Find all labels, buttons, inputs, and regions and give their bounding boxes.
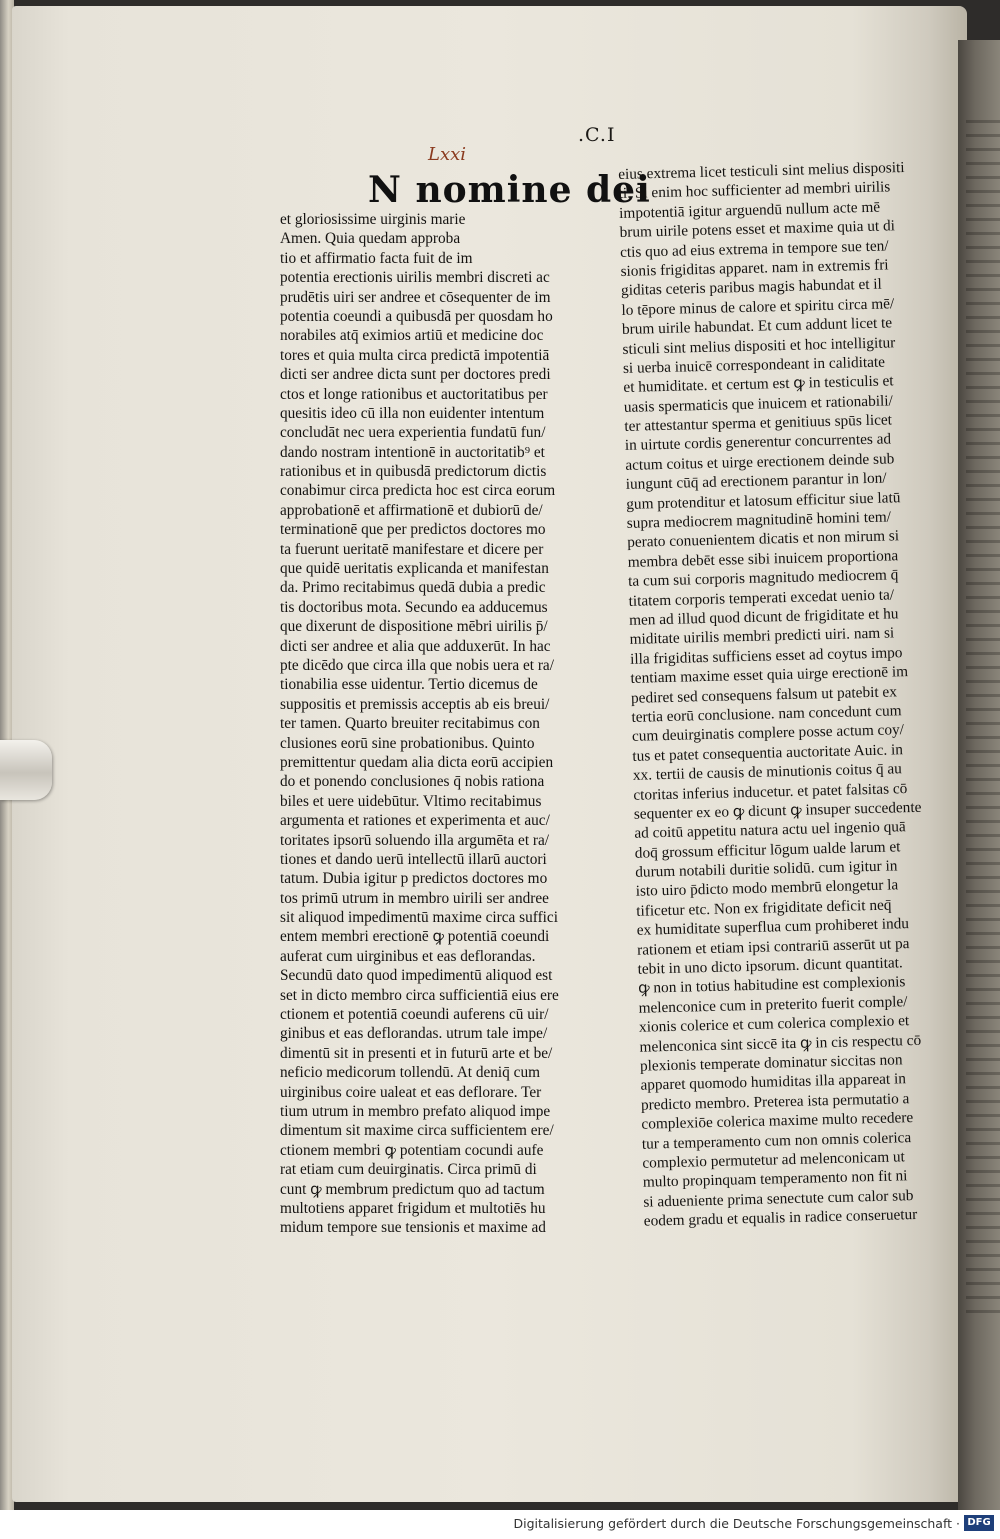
- text-line: et gloriosissime uirginis marie: [280, 211, 466, 228]
- text-line: ctos et longe rationibus et auctoritatibus per: [280, 385, 548, 403]
- text-line: suppositis et premissis acceptis ab eis breui/: [280, 695, 550, 713]
- text-line: ad coitū appetitu natura actu uel ingenio quā: [634, 818, 906, 843]
- text-line: giditas ceteris paribus magis habundat et il: [620, 275, 883, 300]
- text-line: iungunt cūq̄ ad erectionem parantur in lon/: [625, 469, 887, 494]
- text-line: dicti ser andree et alia que adduxerūt. In hac: [280, 637, 551, 655]
- text-line: supra mediocrem magnitudinē homini tem/: [626, 508, 892, 532]
- text-line: tatum. Dubia igitur p predictos doctores mo: [280, 870, 548, 888]
- text-line: biles et uere uidebūtur. Vltimo recitabimus: [280, 792, 542, 810]
- text-line: xx. tertii de causis de minutionis coitus q̄ au: [632, 760, 902, 784]
- text-line: tificetur etc. Non ex frigiditate deficit neq̄: [636, 896, 892, 920]
- folio-number: .C.I: [578, 124, 616, 146]
- text-line: cunt ꝙ membrum predictum quo ad tactum: [280, 1180, 545, 1198]
- text-line: eius extrema licet testiculi sint melius dispositi: [618, 159, 905, 183]
- text-line: set in dicto membro circa sufficientiā eius ere: [280, 986, 559, 1004]
- text-line: brum uirile habundat. Et cum addunt licet te: [621, 314, 893, 339]
- text-line: actum coitus et uirge erectionem deinde sub: [625, 450, 895, 474]
- text-line: eodem gradu et equalis in radice conseruetur: [643, 1206, 918, 1230]
- footer-bar: [0, 1510, 1000, 1539]
- text-line: impotentiā igitur arguendū nullum acte mē: [618, 198, 881, 222]
- text-line: multo propinquam temperamento non fit ni: [642, 1167, 908, 1192]
- heading-block: [368, 169, 651, 211]
- text-line: rat etiam cum deuirginatis. Circa primū di: [280, 1161, 537, 1179]
- text-line: entem membri erectionē ꝙ potentiā coeundi: [280, 928, 550, 946]
- text-line: ta fuerunt ueritatē manifestare et dicere per: [280, 540, 544, 558]
- text-line: titatem corporis temperati excedat uenio ta/: [628, 585, 895, 610]
- text-line: tiones et dando uerū intellectū illarū auctori: [280, 850, 547, 868]
- text-line: tentiam maxime esset quia uirge erectionē im: [630, 663, 909, 688]
- text-line: gum protenditur et latosum efficitur siue latū: [626, 488, 901, 513]
- text-line: apparet quomodo humiditas illa appareat in: [640, 1070, 907, 1095]
- page-clip: [0, 740, 52, 800]
- text-line: in uirtute cordis generentur concurrentes ad: [624, 430, 892, 455]
- text-line: tertia eorū conclusione. nam concedunt cum: [631, 702, 902, 726]
- text-line: ctionem membri ꝙ potentiam cocundi aufe: [280, 1141, 544, 1159]
- text-line: doq̄ grossum efficitur lōgum ualde larum et: [634, 837, 901, 862]
- text-line: ex humiditate superflua cum prohiberet indu: [636, 915, 910, 940]
- text-line: xionis colerice et cum colerica complexio et: [638, 1012, 910, 1036]
- text-line: illa frigiditas sufficiens esset ad coytus impo: [629, 643, 903, 668]
- text-line: neficio medicorum tollendū. At deniq̄ cum: [280, 1064, 540, 1082]
- text-line: tium utrum in membro prefato aliquod impe: [280, 1102, 551, 1120]
- text-line: quesitis ideo cū illa non euidenter intentum: [280, 404, 545, 422]
- text-line: ginibus et eas deflorandas. utrum tale impe/: [280, 1025, 548, 1043]
- text-line: toritates ipsorū soluendo illa argumēta et ra/: [280, 831, 550, 849]
- left-text-column: [280, 210, 559, 1238]
- text-line: cum deuirginatis complere posse actum coy/: [631, 721, 905, 746]
- text-line: ctis quo ad eius extrema in tempore sue ten/: [619, 236, 889, 261]
- heading-text: N nomine dei: [368, 169, 651, 211]
- text-line: argumenta et rationes et experimenta et auc/: [280, 812, 550, 830]
- text-line: que dixerunt de dispositione mēbri uirilis p̄/: [280, 618, 548, 636]
- text-line: melenconica sint siccē ita ꝙ in cis respectu cō: [639, 1031, 922, 1056]
- text-line: tio et affirmatio facta fuit de im: [280, 249, 473, 267]
- text-line: ctoritas inferius inducetur. et patet falsitas cō: [633, 779, 908, 804]
- text-line: ter attestantur sperma et genitiuus spūs licet: [624, 411, 893, 435]
- text-line: miditate uirilis membri predicti uiri. nam si: [629, 624, 895, 649]
- text-line: conabimur circa predicta hoc est circa eorum: [280, 482, 556, 500]
- text-line: dicti ser andree dicta sunt per doctores predi: [280, 366, 551, 384]
- text-line: midum tempore sue tensionis et maxime ad: [280, 1219, 546, 1237]
- text-line: do et ponendo conclusiones q̄ nobis rationa: [280, 773, 545, 791]
- text-line: dimentum sit maxime circa sufficientem ere/: [280, 1122, 554, 1140]
- text-line: ta cum sui corporis magnitudo mediocrem q̄: [627, 566, 899, 591]
- text-line: tebit in uno dicto ipsorum. dicunt quantitat.: [637, 954, 903, 978]
- text-line: concludāt nec uera experientia fundatū fun/: [280, 424, 546, 442]
- text-line: tionabilia esse uidentur. Tertio dicemus de: [280, 676, 538, 694]
- text-line: tus et patet consequentia auctoritate Auic. in: [632, 740, 904, 765]
- text-line: sionis frigiditas apparet. nam in extremis fri: [620, 256, 889, 280]
- text-line: predicto membro. Preterea ista permutatio a: [640, 1089, 910, 1114]
- text-line: pte dicēdo que circa illa que nobis uera et ra/: [280, 656, 554, 674]
- text-line: et humiditate. et certum est ꝙ in testiculis et: [623, 372, 894, 397]
- text-line: dando nostram intentionē in auctoritatib⁹ et: [280, 443, 545, 461]
- text-line: da. Primo recitabimus quedā dubia a predic: [280, 579, 546, 597]
- text-line: potentia coeundi a quibusdā per quosdam ho: [280, 307, 553, 325]
- text-line: brum uirile potens esset et maxime quia ut di: [619, 217, 896, 242]
- dfg-logo: DFG: [964, 1515, 994, 1531]
- text-line: pediret sed consequens falsum ut patebit ex: [630, 682, 898, 707]
- text-line: potentia erectionis uirilis membri discreti ac: [280, 269, 550, 287]
- text-line: lo tēpore minus de calore et spiritu circa mē/: [621, 295, 895, 319]
- text-line: norabiles atq̄ eximios artiū et medicine doc: [280, 327, 544, 345]
- text-line: plexionis temperate dominatur siccitas non: [639, 1051, 903, 1075]
- text-line: tores et quia multa circa predictā impotentiā: [280, 346, 550, 364]
- text-line: tis doctoribus mota. Secundo ea adducemus: [280, 598, 548, 616]
- text-line: ctionem et potentiā coeundi auferens cū uir/: [280, 1006, 549, 1024]
- text-line: complexiōe colerica maxime multo recedere: [641, 1109, 914, 1133]
- text-line: approbationē et affirmationē et dubiorū de/: [280, 501, 543, 519]
- text-line: sequenter ex eo ꝙ dicunt ꝙ insuper succedente: [633, 798, 922, 823]
- text-line: melenconice cum in preterito fuerit comple/: [638, 992, 908, 1017]
- text-line: sit aliquod impedimentū maxime circa suffici: [280, 909, 558, 927]
- text-line: uasis spermaticis que inuicem et rationabili/: [623, 392, 893, 416]
- text-line: Secundū dato quod impedimentū aliquod est: [280, 967, 553, 985]
- adjacent-page-edge: [958, 40, 1000, 1510]
- text-line: premittentur quedam alia dicta eorū accipien: [280, 753, 554, 771]
- text-line: durum notabili duritie solidū. cum igitur in: [635, 857, 898, 881]
- text-line: sticuli sint melius dispositi et hoc intelligitur: [622, 333, 896, 358]
- text-line: terminationē que per predictos doctores mo: [280, 521, 546, 539]
- text-line: dimentū sit in presenti et in futurū arte et be/: [280, 1044, 553, 1062]
- text-line: tos primū utrum in membro uirili ser andree: [280, 889, 549, 907]
- text-line: si uerba inuicē correspondeant in caliditate: [622, 353, 886, 377]
- text-line: ter tamen. Quarto breuiter recitabimus con: [280, 715, 540, 733]
- text-line: Amen. Quia quedam approba: [280, 230, 461, 248]
- text-line: uirginibus coire ualeat et eas deflorare. Ter: [280, 1083, 542, 1101]
- text-line: men ad illud quod dicunt de frigiditate et hu: [628, 605, 899, 629]
- right-text-column: [618, 158, 932, 1231]
- text-line: perato conuenientem dicatis et non mirum si: [627, 527, 900, 552]
- text-line: tur a temperamento cum non omnis colerica: [641, 1128, 912, 1153]
- text-line: rationem et etiam ipsi contrariū asserūt ut pa: [636, 934, 910, 959]
- text-line: isto uiro p̄dicto modo membrū elongetur la: [635, 876, 899, 901]
- text-line: que quidē ueritatis explicanda et manifestan: [280, 560, 549, 578]
- text-line: membra debēt esse sibi inuicem proportiona: [627, 547, 899, 571]
- marginal-note: Lxxi: [428, 144, 467, 165]
- text-line: si adueniente prima senectute cum calor sub: [643, 1186, 914, 1211]
- text-line: ꝙ non in totius habitudine est complexionis: [637, 973, 906, 998]
- text-line: clusiones eorū sine probationibus. Quinto: [280, 734, 535, 752]
- text-line: prudētis uiri ser andree et cōsequenter de im: [280, 288, 551, 306]
- footer-credit: Digitalisierung gefördert durch die Deutsche Forschungsgemeinschaft ·: [513, 1516, 960, 1531]
- text-line: complexio permutetur ad melenconicam ut: [642, 1148, 906, 1172]
- text-line: rationibus et in quibusdā predictorum dictis: [280, 463, 547, 481]
- text-line: ti. Si enim hoc sufficienter ad membri uirilis: [618, 178, 891, 203]
- text-line: multotiens apparet frigidum et multotiēs hu: [280, 1199, 546, 1217]
- text-line: auferat cum uirginibus et eas deflorandas.: [280, 947, 536, 965]
